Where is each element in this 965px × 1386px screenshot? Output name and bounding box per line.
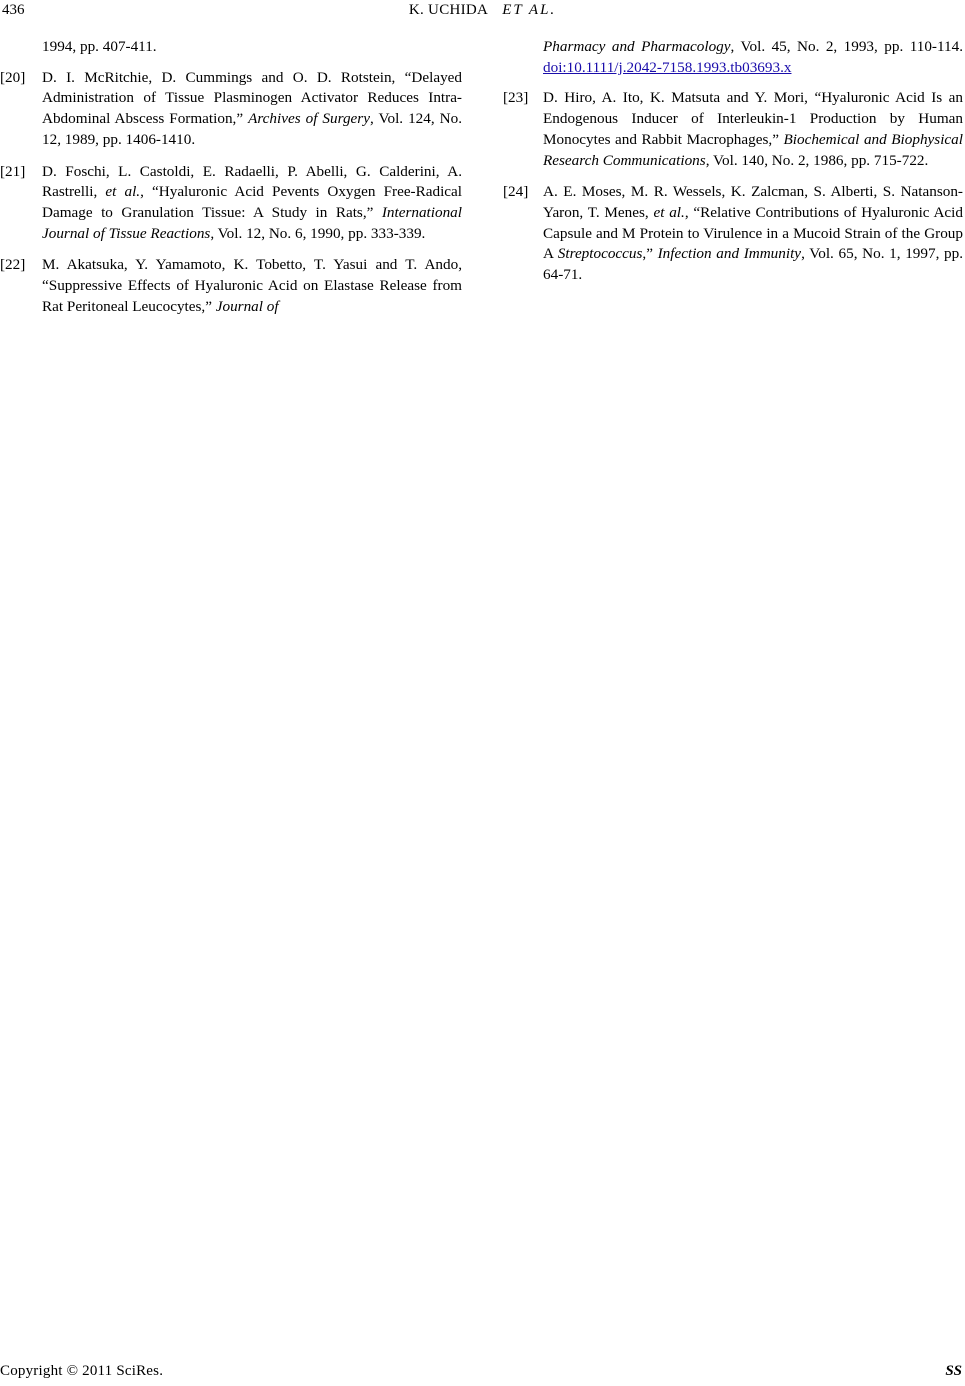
reference-authors-title: D. Hiro, A. Ito, K. Matsuta and Y. Mori, “Hyaluronic Acid Is an Endogenous Inducer of Interleukin-1 Production by Human Monocytes and Rabbit Macrophages,” <box>543 89 963 148</box>
right-column <box>503 37 963 297</box>
reference-text <box>42 162 462 245</box>
reference-etal: et al. <box>653 203 685 221</box>
reference-etal: et al. <box>105 183 141 201</box>
doi-link[interactable]: doi:10.1111/j.2042-7158.1993.tb03693.x <box>543 58 792 76</box>
page-number: 436 <box>2 2 25 18</box>
reference-details: , Vol. 45, No. 2, 1993, pp. 110-114. <box>730 38 963 55</box>
reference-species: Streptococcus <box>557 245 643 263</box>
reference-text <box>42 68 462 151</box>
page-header <box>0 0 965 24</box>
reference-number: [20] <box>0 68 26 86</box>
reference-continuation: 1994, pp. 407-411. <box>42 38 157 55</box>
reference-journal: Journal of <box>215 297 279 315</box>
reference-details: , Vol. 12, No. 6, 1990, pp. 333-339. <box>210 224 426 242</box>
reference-text <box>543 182 963 286</box>
reference-text <box>42 255 462 317</box>
reference-number: [24] <box>503 183 529 201</box>
reference-continuation <box>503 37 963 78</box>
reference-journal: Archives of Surgery <box>248 110 370 128</box>
reference-details: , Vol. 65, No. 1, 1997, pp. 64-71. <box>543 245 964 284</box>
reference-authors-title: D. I. McRitchie, D. Cummings and O. D. Rotstein, “Delayed Administration of Tissue Plasminogen Activator Reduces Intra-Abdominal Abscess Formation,” <box>42 68 462 128</box>
reference-journal: Pharmacy and Pharmacology <box>543 38 731 55</box>
reference-authors-title: M. Akatsuka, Y. Yamamoto, K. Tobetto, T. Yasui and T. Ando, “Suppressive Effects of Hyaluronic Acid on Elastase Release from Rat Peritoneal Leucocytes,” <box>42 256 462 315</box>
running-title-etal: ET AL. <box>502 2 557 18</box>
running-title-author: K. UCHIDA <box>408 2 489 18</box>
reference-24 <box>503 182 963 286</box>
journal-abbreviation: SS <box>945 1363 962 1379</box>
reference-title: , “Hyaluronic Acid Pevents Oxygen Free-Radical Damage to Granulation Tissue: A Study in Rats,” <box>42 183 462 221</box>
copyright-notice: Copyright © 2011 SciRes. <box>0 1363 164 1379</box>
left-column <box>0 37 463 328</box>
reference-number: [21] <box>0 162 26 180</box>
reference-authors: D. Foschi, L. Castoldi, E. Radaelli, P. Abelli, G. Calderini, A. Rastrelli, <box>42 162 462 201</box>
reference-details: , Vol. 140, No. 2, 1986, pp. 715-722. <box>705 151 929 169</box>
page-footer <box>0 1361 965 1383</box>
reference-22 <box>0 255 462 317</box>
reference-title: , “Relative Contributions of Hyaluronic Acid Capsule and M Protein to Virulence in a Mucoid Strain of the Group A <box>543 203 963 263</box>
reference-punctuation: ,” <box>642 245 658 263</box>
reference-details: , Vol. 124, No. 12, 1989, pp. 1406-1410. <box>42 110 463 148</box>
reference-20 <box>0 68 463 151</box>
reference-21 <box>0 162 462 245</box>
reference-23 <box>503 88 963 171</box>
reference-number: [23] <box>503 89 529 107</box>
reference-text <box>543 88 963 171</box>
reference-number: [22] <box>0 256 26 274</box>
reference-authors: A. E. Moses, M. R. Wessels, K. Zalcman, S. Alberti, S. Natanson-Yaron, T. Menes, <box>543 183 963 221</box>
running-title <box>0 0 965 20</box>
reference-journal: International Journal of Tissue Reactions <box>42 203 462 242</box>
reference-journal: Infection and Immunity <box>657 245 802 263</box>
reference-journal: Biochemical and Biophysical Research Communications <box>543 130 963 169</box>
